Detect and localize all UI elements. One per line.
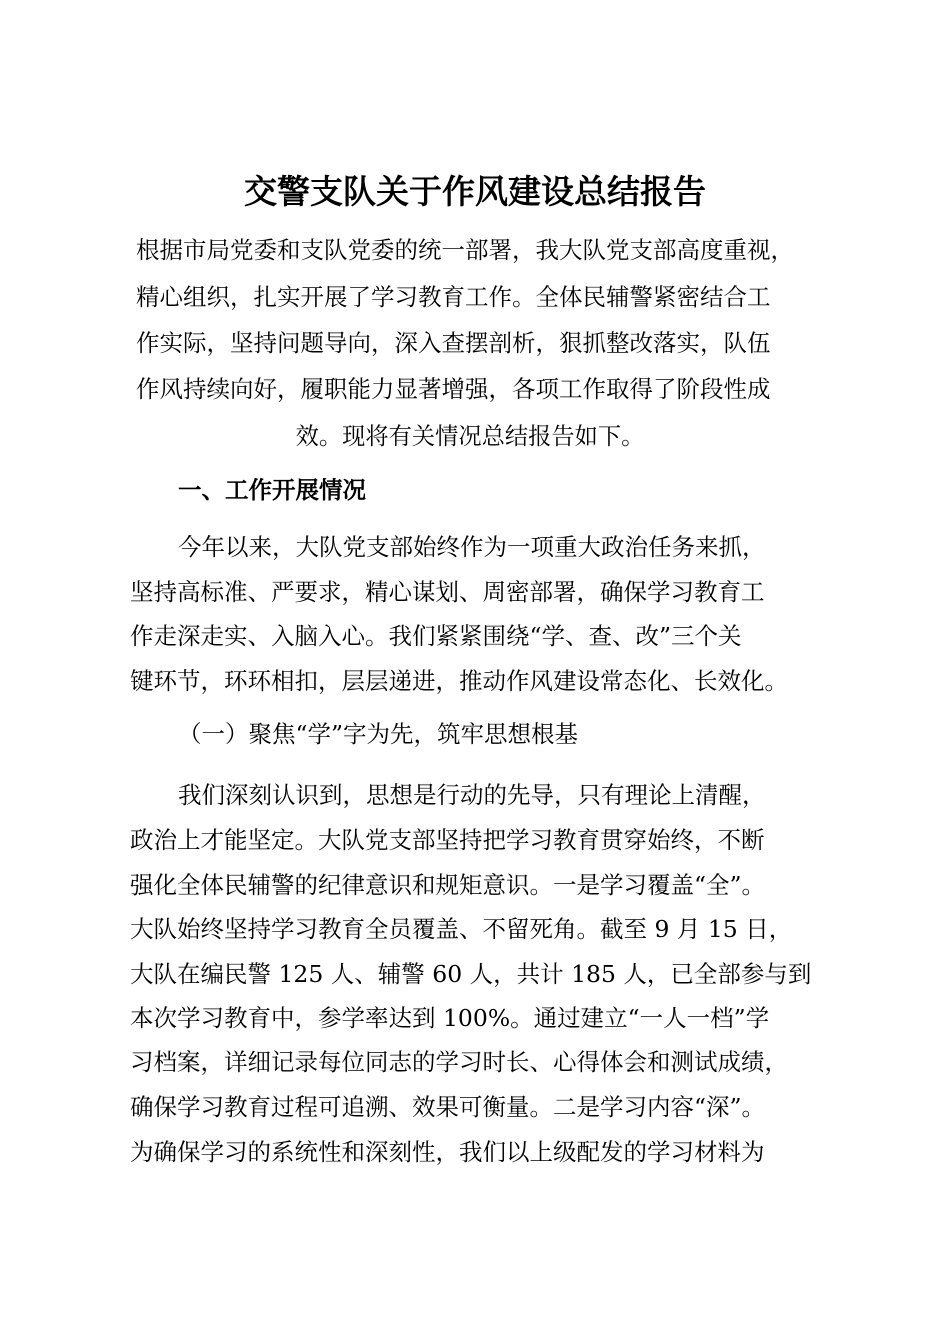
document-title: 交警支队关于作风建设总结报告 [244, 172, 706, 211]
paragraph-line: 确保学习教育过程可追溯、效果可衡量。二是学习内容“深”。 [130, 1093, 766, 1121]
paragraph-line: 键环节，环环相扣，层层递进，推动作风建设常态化、长效化。 [130, 667, 788, 695]
intro-line: 根据市局党委和支队党委的统一部署，我大队党支部高度重视， [136, 236, 794, 264]
paragraph-line: 习档案，详细记录每位同志的学习时长、心得体会和测试成绩， [130, 1048, 788, 1076]
paragraph-line: 强化全体民辅警的纪律意识和规矩意识。一是学习覆盖“全”。 [130, 871, 766, 899]
paragraph-line: 大队始终坚持学习教育全员覆盖、不留死角。截至 9 月 15 日， [130, 915, 793, 943]
paragraph-line: 坚持高标准、严要求，精心谋划、周密部署，确保学习教育工 [130, 578, 765, 606]
paragraph-line: 大队在编民警 125 人、辅警 60 人，共计 185 人，已全部参与到 [130, 960, 812, 988]
paragraph-line: 政治上才能坚定。大队党支部坚持把学习教育贯穿始终，不断 [130, 826, 765, 854]
paragraph-line: 今年以来，大队党支部始终作为一项重大政治任务来抓， [178, 533, 766, 561]
section-heading: 一、工作开展情况 [178, 476, 366, 504]
intro-line: 作实际，坚持问题导向，深入查摆剖析，狠抓整改落实，队伍 [136, 329, 771, 357]
intro-line: 作风持续向好，履职能力显著增强，各项工作取得了阶段性成 [136, 375, 771, 403]
paragraph-line: 我们深刻认识到，思想是行动的先导，只有理论上清醒， [178, 781, 766, 809]
paragraph-line: 作走深走实、入脑入心。我们紧紧围绕“学、查、改”三个关 [130, 622, 742, 650]
paragraph-line: 为确保学习的系统性和深刻性，我们以上级配发的学习材料为 [130, 1138, 765, 1166]
intro-line: 精心组织，扎实开展了学习教育工作。全体民辅警紧密结合工 [136, 283, 771, 311]
intro-line: 效。现将有关情况总结报告如下。 [295, 422, 645, 450]
paragraph-line: 本次学习教育中，参学率达到 100%。通过建立“一人一档”学 [130, 1004, 770, 1032]
subsection-heading: （一）聚焦“学”字为先，筑牢思想根基 [178, 720, 579, 748]
